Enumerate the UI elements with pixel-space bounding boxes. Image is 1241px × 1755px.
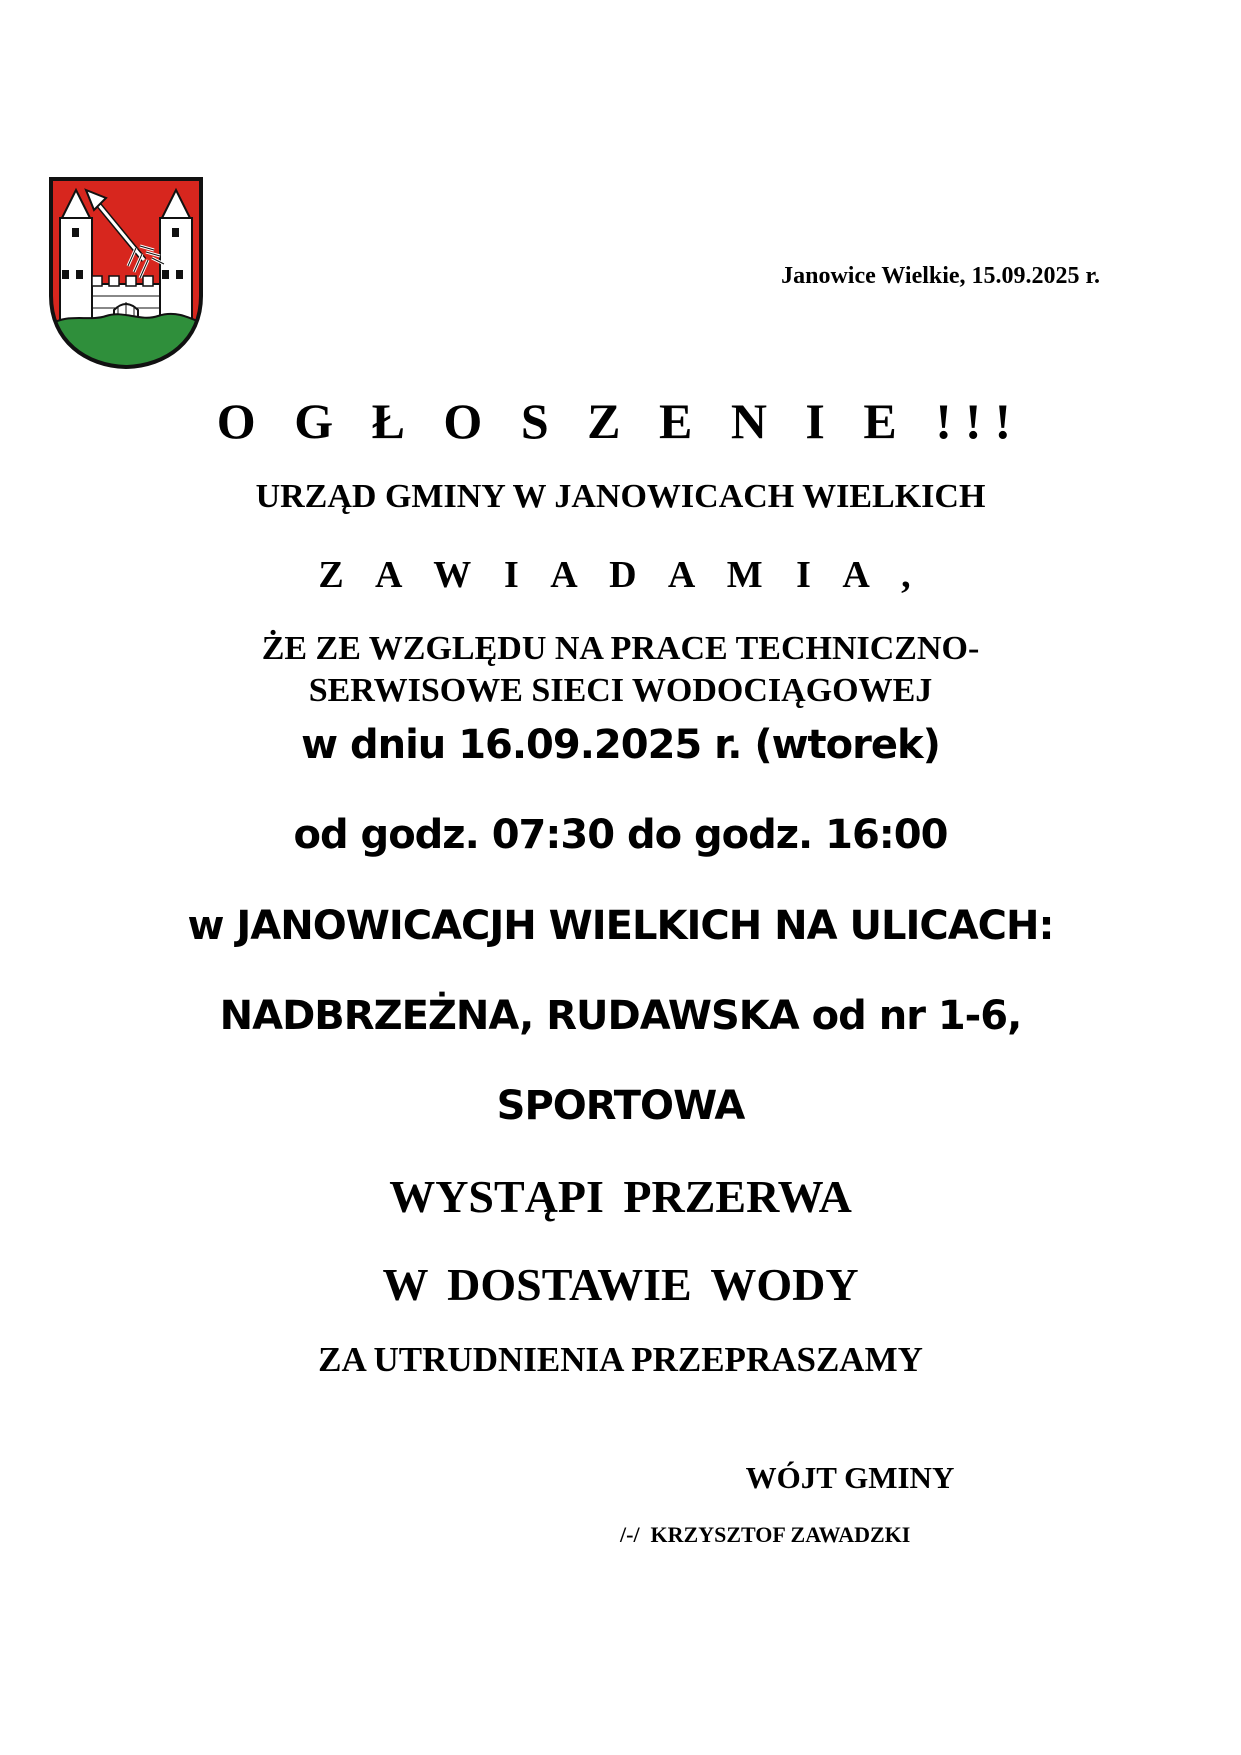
notice-title: O G Ł O S Z E N I E !!! (216, 393, 1025, 449)
reason-line-2: SERWISOWE SIECI WODOCIĄGOWEJ (308, 672, 933, 709)
reason-block (0, 628, 1241, 712)
reason-line-1: ŻE ZE WZGLĘDU NA PRACE TECHNICZNO- (261, 630, 980, 667)
signature-name: /-/ KRZYSZTOF ZAWADZKI (620, 1522, 911, 1547)
document-date: Janowice Wielkie, 15.09.2025 r. (781, 263, 1100, 289)
water-break-line-2: W DOSTAWIE WODY (382, 1259, 859, 1310)
streets-line-2: SPORTOWA (496, 1083, 745, 1129)
signature-title: WÓJT GMINY (745, 1460, 955, 1495)
streets-line-1: NADBRZEŻNA, RUDAWSKA od nr 1-6, (219, 993, 1022, 1039)
outage-place-line: w JANOWICACJH WIELKICH NA ULICACH: (187, 903, 1054, 949)
apology-line: ZA UTRUDNIENIA PRZEPRASZAMY (318, 1340, 923, 1379)
coat-of-arms-icon (48, 176, 204, 370)
issuer-line: URZĄD GMINY W JANOWICACH WIELKICH (255, 478, 986, 515)
announces-line: Z A W I A D A M I A , (318, 554, 923, 596)
outage-time-line: od godz. 07:30 do godz. 16:00 (293, 812, 948, 858)
outage-date-line: w dniu 16.09.2025 r. (wtorek) (301, 722, 940, 768)
water-break-line-1: WYSTĄPI PRZERWA (389, 1171, 852, 1222)
